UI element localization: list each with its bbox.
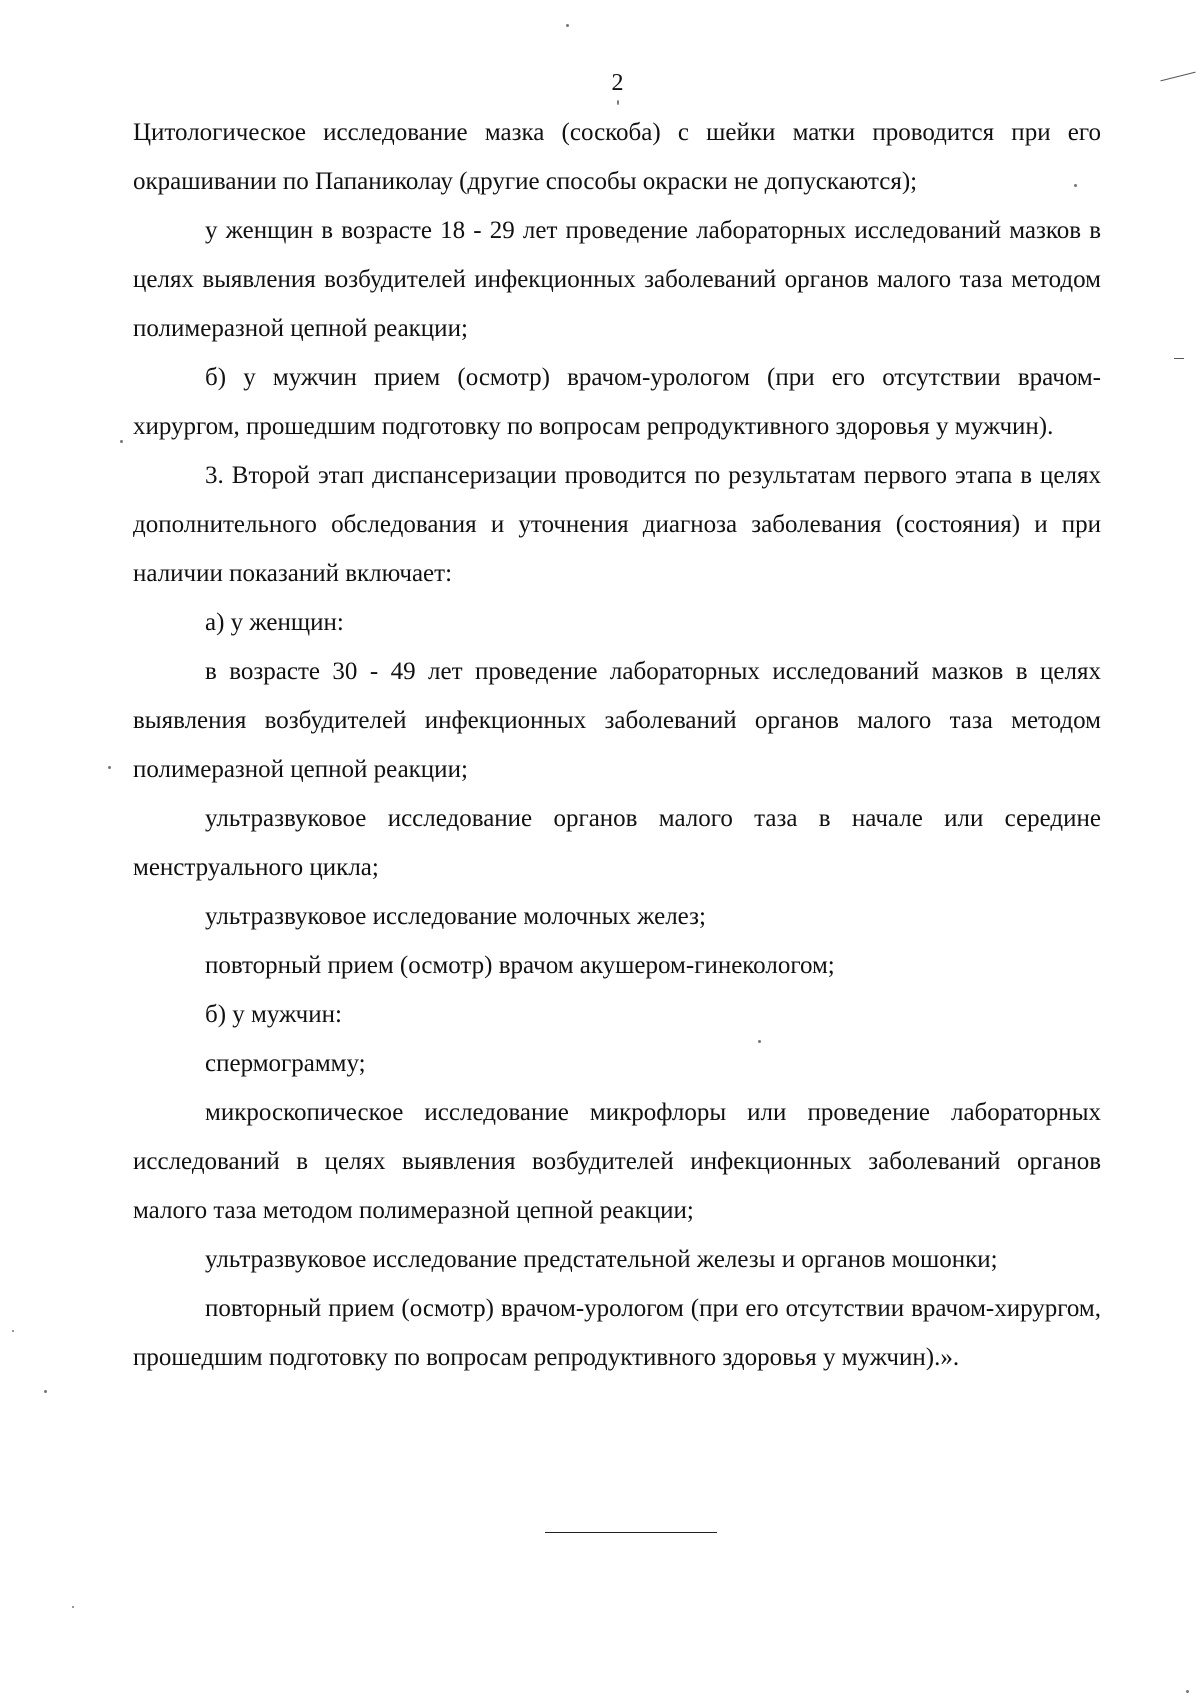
paragraph-men-urologist: б) у мужчин прием (осмотр) врачом-урологом (при его отсутствии врачом-хирургом, прошедшим подготовку по вопросам репродуктивного здоровья у мужчин). [133, 364, 1101, 440]
paragraph-spermogram: спермограмму; [205, 1050, 366, 1077]
scan-speck [1074, 184, 1077, 187]
paragraph-men-heading: б) у мужчин: [205, 1001, 342, 1028]
scan-speck [617, 100, 619, 105]
end-of-text-rule [545, 1532, 717, 1533]
scan-mark [1174, 358, 1184, 359]
paragraph-women-18-29: у женщин в возрасте 18 - 29 лет проведение лабораторных исследований мазков в целях выявления возбудителей инфекционных заболеваний органов малого таза методом полимеразной цепной реакции; [133, 217, 1101, 342]
scan-speck [1186, 1690, 1189, 1693]
paragraph-second-stage: 3. Второй этап диспансеризации проводится по результатам первого этапа в целях дополнительного обследования и уточнения диагноза заболевания (состояния) и при наличии показаний включает: [133, 462, 1101, 587]
scan-speck [72, 1606, 74, 1608]
paragraph-women-30-49: в возрасте 30 - 49 лет проведение лабораторных исследований мазков в целях выявления возбудителей инфекционных заболеваний органов малого таза методом полимеразной цепной реакции; [133, 658, 1101, 783]
scan-speck [120, 440, 123, 443]
scan-speck [12, 1330, 14, 1332]
paragraph-prostate-ultrasound: ультразвуковое исследование предстательной железы и органов мошонки; [205, 1246, 998, 1273]
paragraph-urologist-revisit: повторный прием (осмотр) врачом-урологом (при его отсутствии врачом-хирургом, прошедшим подготовку по вопросам репродуктивного здоровья у мужчин).». [133, 1295, 1101, 1371]
scan-speck [44, 1390, 47, 1393]
paragraph-pelvic-ultrasound: ультразвуковое исследование органов малого таза в начале или середине менструального цикла; [133, 805, 1101, 881]
document-body [133, 108, 1101, 1382]
paragraph-microflora: микроскопическое исследование микрофлоры или проведение лабораторных исследований в целях выявления возбудителей инфекционных заболеваний органов малого таза методом полимеразной цепной реакции; [133, 1099, 1101, 1224]
scan-speck [758, 1040, 761, 1043]
paragraph-women-heading: а) у женщин: [205, 609, 344, 636]
page-number: 2 [611, 70, 624, 96]
scan-speck [566, 24, 569, 27]
scan-speck [108, 766, 111, 769]
paragraph-gynecologist-visit: повторный прием (осмотр) врачом акушером-гинекологом; [205, 952, 835, 979]
paragraph-cytology: Цитологическое исследование мазка (соскоба) с шейки матки проводится при его окрашивании по Папаниколау (другие способы окраски не допускаются); [133, 119, 1101, 195]
paragraph-breast-ultrasound: ультразвуковое исследование молочных желез; [205, 903, 706, 930]
